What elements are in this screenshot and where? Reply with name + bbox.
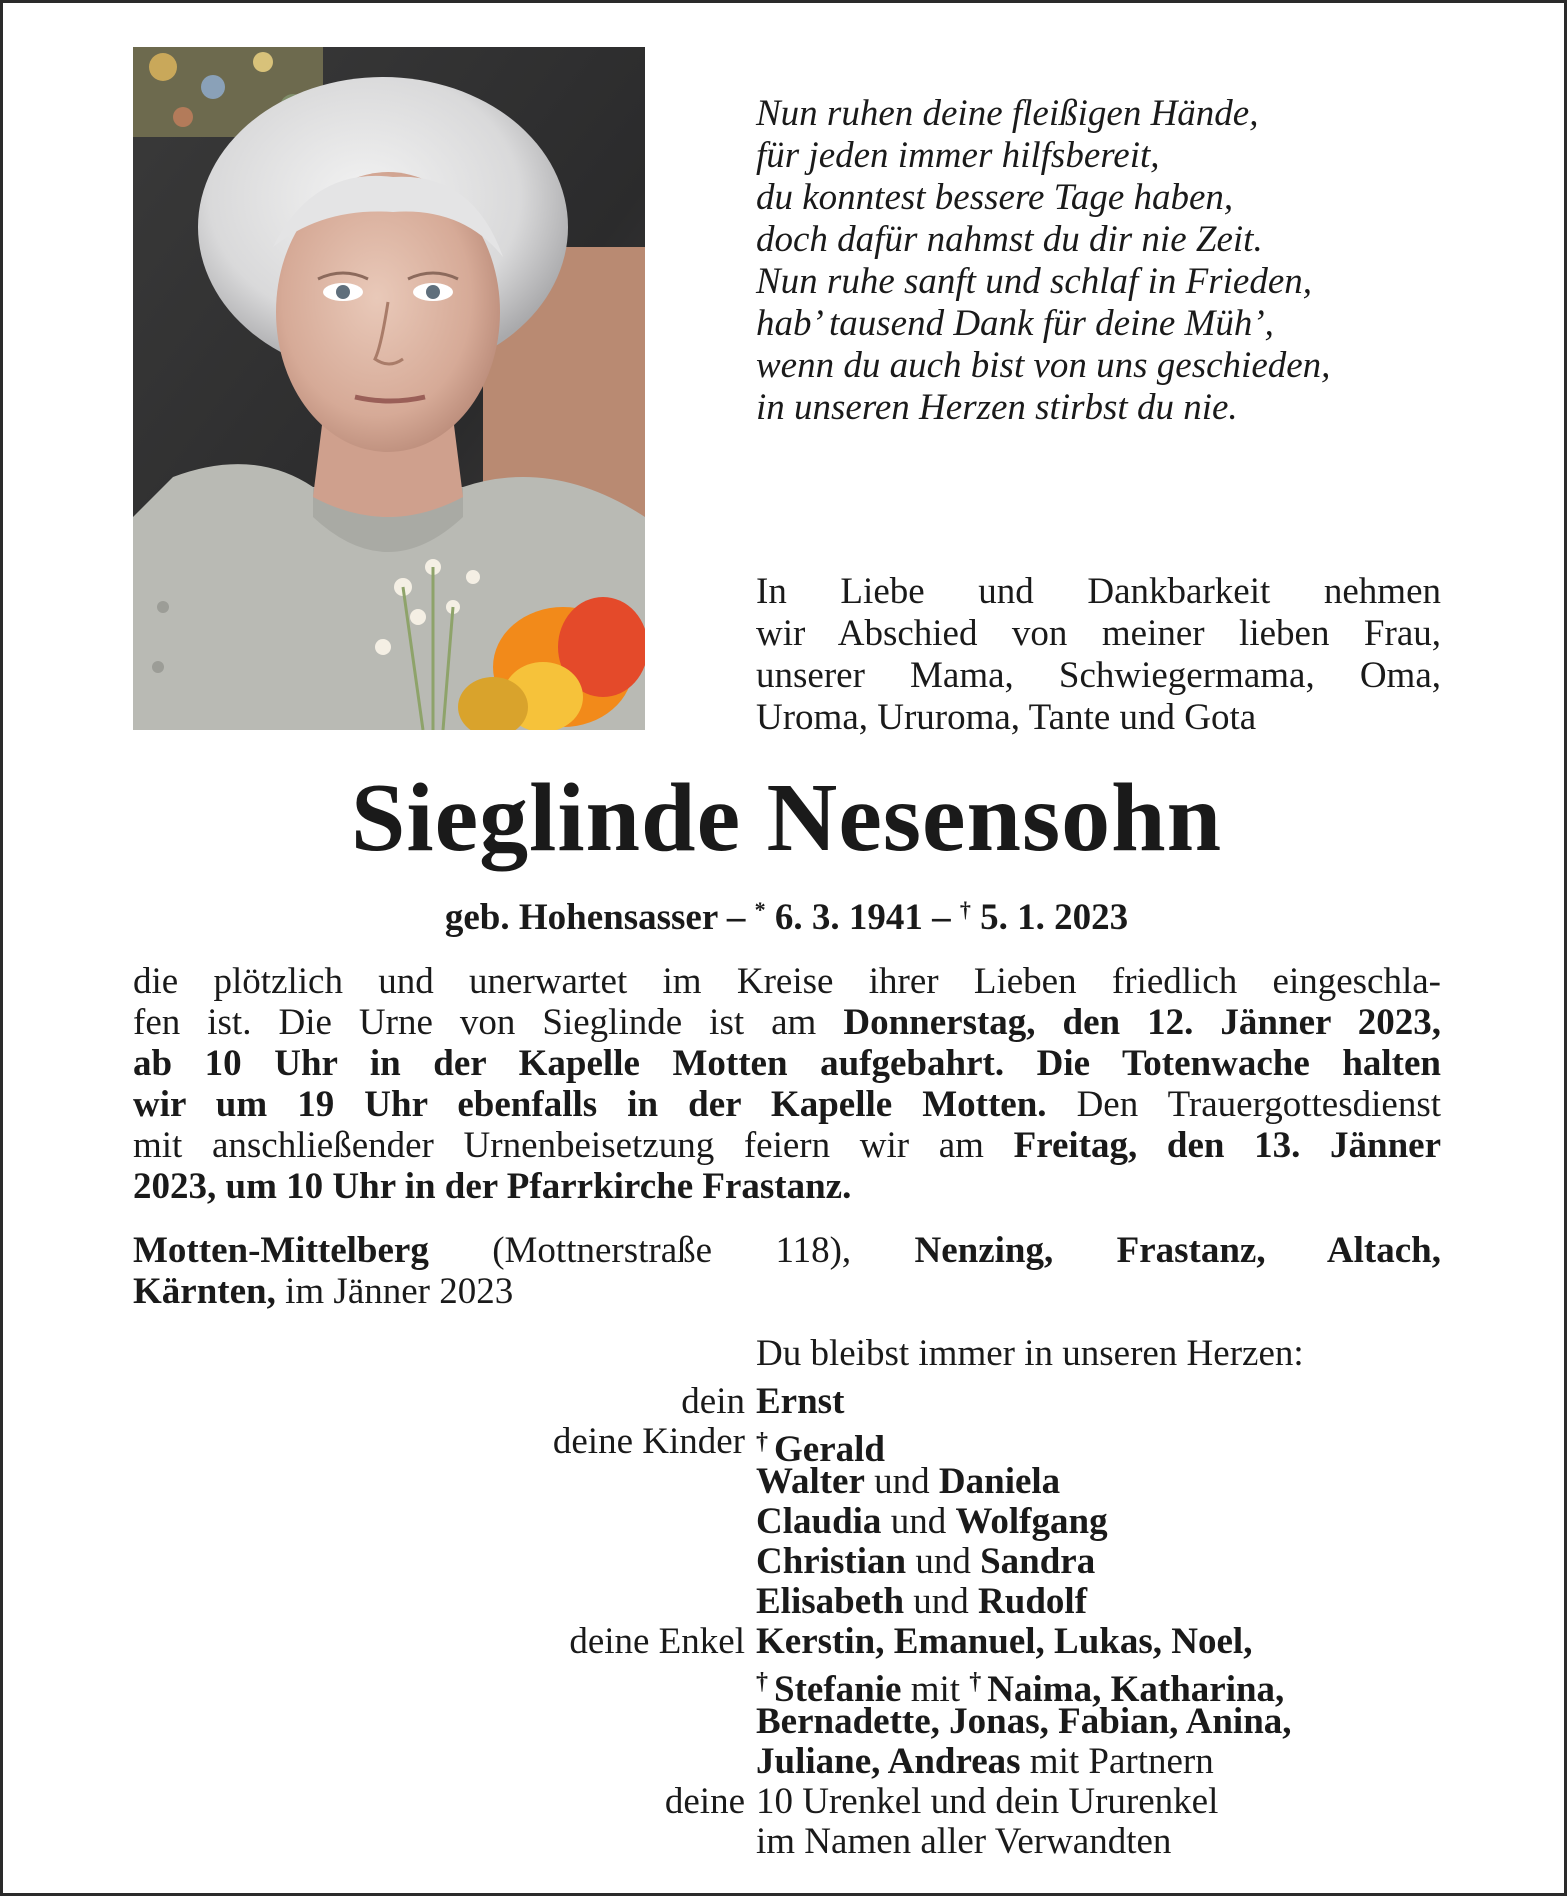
family-row: Bernadette, Jonas, Fabian, Anina, (756, 1701, 1292, 1742)
family-row: Elisabeth und Rudolf (756, 1581, 1088, 1622)
place-line: Motten-Mittelberg (Mottnerstraße 118), Nenzing, Frastanz, Altach, (133, 1230, 1441, 1271)
poem-line: hab’ tausend Dank für deine Müh’, (756, 303, 1274, 344)
poem-line: Nun ruhen deine fleißigen Hände, (756, 93, 1259, 134)
poem-line: du konntest bessere Tage haben, (756, 177, 1234, 218)
dagger-icon: † (969, 1669, 982, 1695)
family-row: im Namen aller Verwandten (756, 1821, 1172, 1862)
announcement-line: ab 10 Uhr in der Kapelle Motten aufgebahrt. Die Totenwache halten (133, 1043, 1441, 1084)
dagger-icon: † (756, 1429, 768, 1455)
poem-line: in unseren Herzen stirbst du nie. (756, 387, 1238, 428)
announcement-line: 2023, um 10 Uhr in der Pfarrkirche Frastanz. (133, 1166, 852, 1207)
birth-symbol: * (754, 897, 766, 922)
funeral-announcement (133, 961, 1441, 1207)
portrait-illustration (133, 47, 645, 730)
place-and-date (133, 1230, 1441, 1312)
intro-line: In Liebe und Dankbarkeit nehmen (756, 571, 1441, 612)
poem-line: Nun ruhe sanft und schlaf in Frieden, (756, 261, 1312, 302)
relation-label: deine Kinder (552, 1421, 745, 1462)
deceased-name: Sieglinde Nesensohn (350, 764, 1223, 872)
relation-label: deine (664, 1781, 745, 1822)
family-row: deine Enkel Kerstin, Emanuel, Lukas, Noel, (569, 1621, 1253, 1662)
family-row: deine Kinder † Gerald (552, 1421, 885, 1470)
maiden-name: geb. Hohensasser (444, 897, 718, 938)
birth-death-dates (3, 888, 1567, 940)
family-row: deine 10 Urenkel und dein Ururenkel (664, 1781, 1219, 1822)
intro-line: unserer Mama, Schwiegermama, Oma, (756, 655, 1441, 696)
separator: – (932, 897, 951, 938)
dagger-icon: † (756, 1669, 768, 1695)
intro-line: wir Abschied von meiner lieben Frau, (756, 613, 1441, 654)
portrait-photo (133, 47, 645, 730)
signoff-line: Du bleibst immer in unseren Herzen: (756, 1333, 1304, 1374)
death-date: 5. 1. 2023 (980, 897, 1129, 938)
announcement-line: fen ist. Die Urne von Sieglinde ist am Donnerstag, den 12. Jänner 2023, (133, 1002, 1442, 1043)
family-row: Claudia und Wolfgang (756, 1501, 1108, 1542)
announcement-line: wir um 19 Uhr ebenfalls in der Kapelle Motten. Den Trauergottesdienst (133, 1084, 1441, 1125)
separator: – (726, 897, 746, 938)
family-row: † Stefanie mit † Naima, Katharina, (756, 1669, 1285, 1710)
family-row: Christian und Sandra (756, 1541, 1096, 1582)
memorial-poem (756, 93, 1476, 429)
birth-date: 6. 3. 1941 (774, 897, 923, 938)
relation-label: dein (681, 1381, 745, 1422)
poem-line: doch dafür nahmst du dir nie Zeit. (756, 219, 1263, 260)
announcement-line: mit anschließender Urnenbeisetzung feiern wir am Freitag, den 13. Jänner (133, 1125, 1441, 1166)
intro-line: Uroma, Ururoma, Tante und Gota (756, 697, 1257, 738)
poem-line: für jeden immer hilfsbereit, (756, 135, 1160, 176)
place-line: Kärnten, im Jänner 2023 (133, 1271, 514, 1312)
relation-label: deine Enkel (569, 1621, 745, 1662)
announcement-line: die plötzlich und unerwartet im Kreise ihrer Lieben friedlich eingeschla- (133, 961, 1441, 1002)
family-row: Juliane, Andreas mit Partnern (756, 1741, 1214, 1782)
family-row: Walter und Daniela (756, 1461, 1061, 1502)
poem-line: wenn du auch bist von uns geschieden, (756, 345, 1331, 386)
family-list (3, 1382, 1567, 1862)
family-row: dein Ernst (681, 1381, 845, 1422)
death-symbol: † (959, 897, 971, 922)
farewell-intro (756, 571, 1441, 739)
